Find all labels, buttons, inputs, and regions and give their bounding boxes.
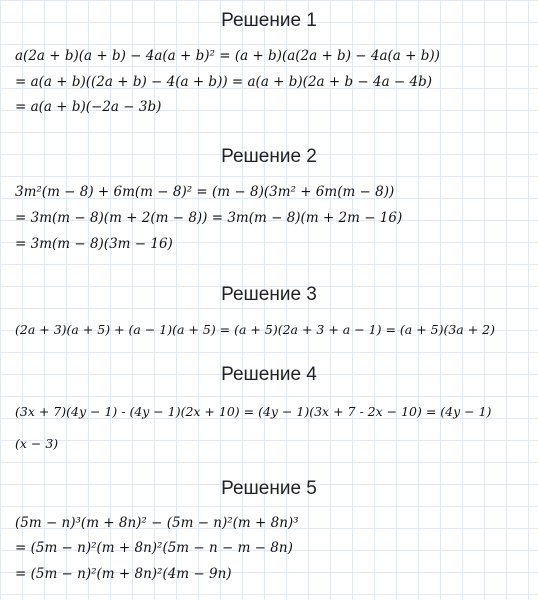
math-line: (3x + 7)(4y − 1) - (4y − 1)(2x + 10) = (4y − 1)(3x + 7 - 2x − 10) = (4y − 1) — [15, 404, 492, 419]
solution-title: Решение 3 — [221, 284, 317, 305]
math-line: = 3m(m − 8)(3m − 16) — [15, 236, 173, 252]
math-line: = (5m − n)²(m + 8n)²(4m − 9n) — [15, 566, 232, 582]
math-line: (5m − n)³(m + 8n)² − (5m − n)²(m + 8n)³ — [15, 515, 299, 531]
solution-title: Решение 1 — [221, 10, 317, 31]
math-line: (2a + 3)(a + 5) + (a − 1)(a + 5) = (a + 5)(2a + 3 + a − 1) = (a + 5)(3a + 2) — [15, 322, 495, 337]
math-line: = (5m − n)²(m + 8n)²(5m − n − m − 8n) — [15, 540, 293, 556]
math-line: = a(a + b)(−2a − 3b) — [15, 99, 162, 115]
solution-title: Решение 5 — [221, 478, 317, 499]
solution-title: Решение 4 — [221, 364, 317, 385]
math-line: = 3m(m − 8)(m + 2(m − 8)) = 3m(m − 8)(m + 2m − 16) — [15, 210, 403, 226]
math-line: a(2a + b)(a + b) − 4a(a + b)² = (a + b)(a(2a + b) − 4a(a + b)) — [15, 48, 440, 64]
solution-title: Решение 2 — [221, 146, 317, 167]
math-line: 3m²(m − 8) + 6m(m − 8)² = (m − 8)(3m² + 6m(m − 8)) — [15, 184, 395, 200]
math-line: = a(a + b)((2a + b) − 4(a + b)) = a(a + b)(2a + b − 4a − 4b) — [15, 74, 433, 90]
math-line: (x − 3) — [15, 436, 59, 451]
